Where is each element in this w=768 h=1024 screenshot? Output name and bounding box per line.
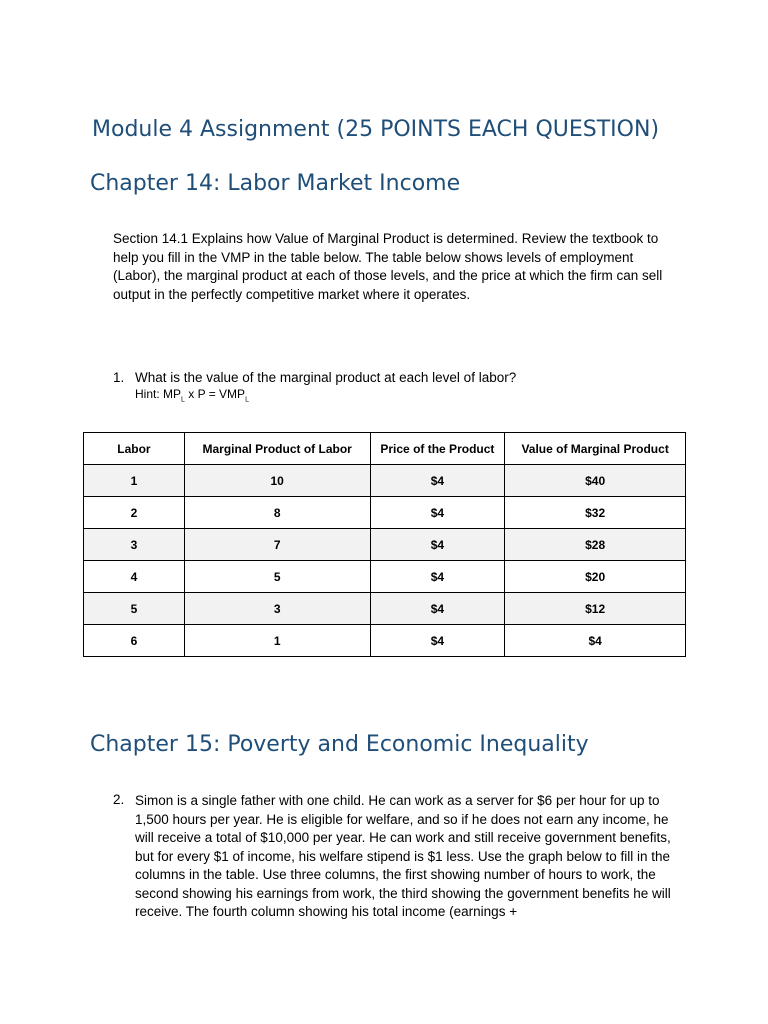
cell-price: $4 <box>370 497 505 529</box>
cell-price: $4 <box>370 529 505 561</box>
vmp-table <box>83 432 686 657</box>
cell-labor: 4 <box>84 561 185 593</box>
cell-marginal-product: 8 <box>184 497 370 529</box>
header-labor: Labor <box>84 433 185 465</box>
cell-vmp: $20 <box>505 561 686 593</box>
document-title: Module 4 Assignment (25 POINTS EACH QUESTION) <box>92 117 660 142</box>
table-row <box>84 529 686 561</box>
cell-marginal-product: 10 <box>184 465 370 497</box>
header-marginal-product: Marginal Product of Labor <box>184 433 370 465</box>
cell-marginal-product: 3 <box>184 593 370 625</box>
chapter-15-heading: Chapter 15: Poverty and Economic Inequality <box>90 732 589 757</box>
chapter-14-heading: Chapter 14: Labor Market Income <box>90 171 461 196</box>
header-price: Price of the Product <box>370 433 505 465</box>
cell-price: $4 <box>370 465 505 497</box>
cell-vmp: $28 <box>505 529 686 561</box>
table-row <box>84 497 686 529</box>
cell-vmp: $32 <box>505 497 686 529</box>
cell-vmp: $40 <box>505 465 686 497</box>
cell-labor: 6 <box>84 625 185 657</box>
table-header-row <box>84 433 686 465</box>
hint-middle: x P = VMP <box>184 387 246 401</box>
cell-marginal-product: 1 <box>184 625 370 657</box>
cell-labor: 3 <box>84 529 185 561</box>
cell-marginal-product: 5 <box>184 561 370 593</box>
hint-prefix: Hint: MP <box>135 387 182 401</box>
cell-labor: 2 <box>84 497 185 529</box>
cell-labor: 5 <box>84 593 185 625</box>
table-row <box>84 465 686 497</box>
table-row <box>84 625 686 657</box>
question-1-hint <box>135 387 249 403</box>
cell-price: $4 <box>370 593 505 625</box>
question-1-number: 1. <box>113 370 125 385</box>
table-row <box>84 593 686 625</box>
question-2-number: 2. <box>113 792 125 807</box>
header-vmp: Value of Marginal Product <box>505 433 686 465</box>
question-2-text: Simon is a single father with one child. He can work as a server for $6 per hour for up to 1,500 hours per year. He is eligible for welfare, and so if he does not earn any income, he will receive a total of $10,000 per year. He can work and still receive government benefits, but for every $1 of income, his welfare stipend is $1 less. Use the graph below to fill in the columns in the table. Use three columns, the first showing number of hours to work, the second showing his earnings from work, the third showing the government benefits he will receive. The fourth column showing his total income (earnings + <box>135 793 671 919</box>
table-row <box>84 561 686 593</box>
hint-subscript-l: L <box>181 396 185 404</box>
cell-price: $4 <box>370 625 505 657</box>
cell-marginal-product: 7 <box>184 529 370 561</box>
question-1-text: What is the value of the marginal product at each level of labor? <box>135 370 517 385</box>
section-intro-paragraph: Section 14.1 Explains how Value of Marginal Product is determined. Review the textbook to help you fill in the VMP in the table below. The table below shows levels of employment (Labor), the marginal product at each of those levels, and the price at which the firm can sell output in the perfectly competitive market where it operates. <box>113 231 663 302</box>
cell-vmp: $4 <box>505 625 686 657</box>
cell-labor: 1 <box>84 465 185 497</box>
cell-price: $4 <box>370 561 505 593</box>
cell-vmp: $12 <box>505 593 686 625</box>
hint-subscript-l: L <box>245 396 249 404</box>
